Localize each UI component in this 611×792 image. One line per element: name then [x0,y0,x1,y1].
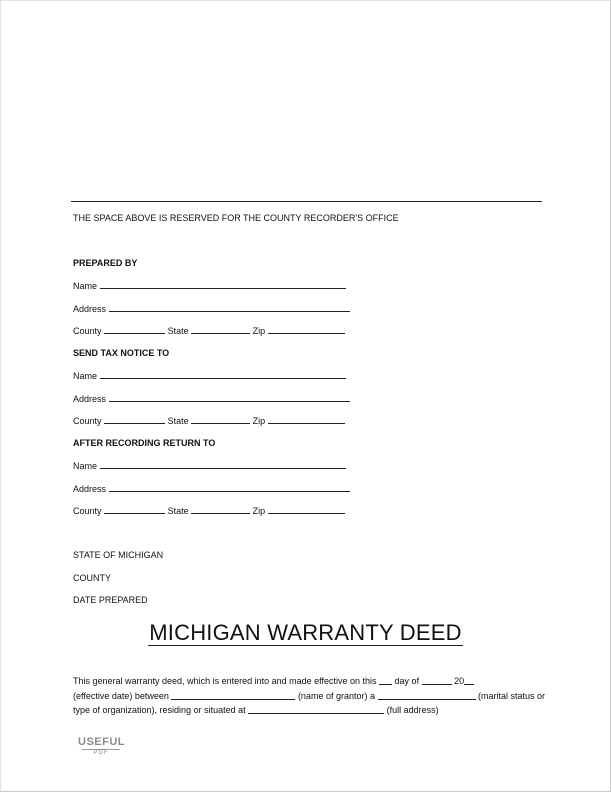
address-label: Address [73,394,107,404]
recorder-notice: THE SPACE ABOVE IS RESERVED FOR THE COUNTY RECORDER'S OFFICE [73,213,399,223]
section-heading-send-tax-notice: SEND TAX NOTICE TO [73,348,170,358]
address-label: Address [73,304,107,314]
address-label: Address [73,484,107,494]
state-label: State [167,416,189,426]
prepared-by-name-row [73,280,346,292]
para-text-5: (name of grantor) a [297,690,375,701]
return-address-row [73,483,350,495]
return-name-field[interactable] [100,460,346,469]
effective-day-field[interactable] [379,675,392,685]
county-heading-label: COUNTY [73,573,111,583]
prepared-by-location-row [73,325,345,337]
date-prepared-label: DATE PREPARED [73,595,148,605]
county-label: County [73,506,102,516]
section-heading-prepared-by: PREPARED BY [73,258,138,268]
para-text-7: (full address) [386,705,439,715]
para-text-4: (effective date) between [73,690,169,701]
prepared-by-state-field[interactable] [191,325,250,334]
state-label: State [167,506,189,516]
return-name-row [73,460,346,472]
tax-notice-county-field[interactable] [104,415,165,424]
state-of-michigan-label: STATE OF MICHIGAN [73,550,164,560]
return-address-field[interactable] [109,483,350,492]
return-zip-field[interactable] [268,505,345,514]
state-label: State [167,326,189,336]
prepared-by-address-field[interactable] [109,303,350,312]
zip-label: Zip [252,326,266,336]
effective-year-field[interactable] [464,675,474,685]
para-text-3: 20 [454,676,465,686]
document-title-text: MICHIGAN WARRANTY DEED [149,620,462,645]
zip-label: Zip [252,416,266,426]
effective-month-field[interactable] [422,675,452,685]
logo-sub-text: PDF [82,749,120,757]
logo-main-text: USEFUL [78,736,125,748]
name-label: Name [73,371,98,381]
section-heading-after-recording: AFTER RECORDING RETURN TO [73,438,216,448]
county-label: County [73,326,102,336]
name-label: Name [73,281,98,291]
prepared-by-address-row [73,303,350,315]
tax-notice-location-row [73,415,345,427]
grantor-address-field[interactable] [248,704,384,714]
tax-notice-state-field[interactable] [191,415,250,424]
tax-notice-name-row [73,370,346,382]
para-text-1: This general warranty deed, which is entered into and made effective on this [73,676,377,686]
document-title [0,620,611,646]
prepared-by-zip-field[interactable] [268,325,345,334]
name-label: Name [73,461,98,471]
prepared-by-name-field[interactable] [100,280,346,289]
tax-notice-zip-field[interactable] [268,415,345,424]
deed-intro-paragraph [73,674,553,718]
zip-label: Zip [252,506,266,516]
tax-notice-address-field[interactable] [109,393,350,402]
return-county-field[interactable] [104,505,165,514]
usefulpdf-logo [78,736,124,757]
return-location-row [73,505,345,517]
prepared-by-county-field[interactable] [104,325,165,334]
return-state-field[interactable] [191,505,250,514]
grantor-name-field[interactable] [171,690,295,700]
county-label: County [73,416,102,426]
tax-notice-name-field[interactable] [100,370,346,379]
para-text-2: day of [394,676,420,686]
tax-notice-address-row [73,393,350,405]
grantor-status-field[interactable] [378,690,476,700]
recorder-space-divider [71,201,542,202]
para-text-6: (marital status or type of organization), residing or situated at [73,690,546,715]
